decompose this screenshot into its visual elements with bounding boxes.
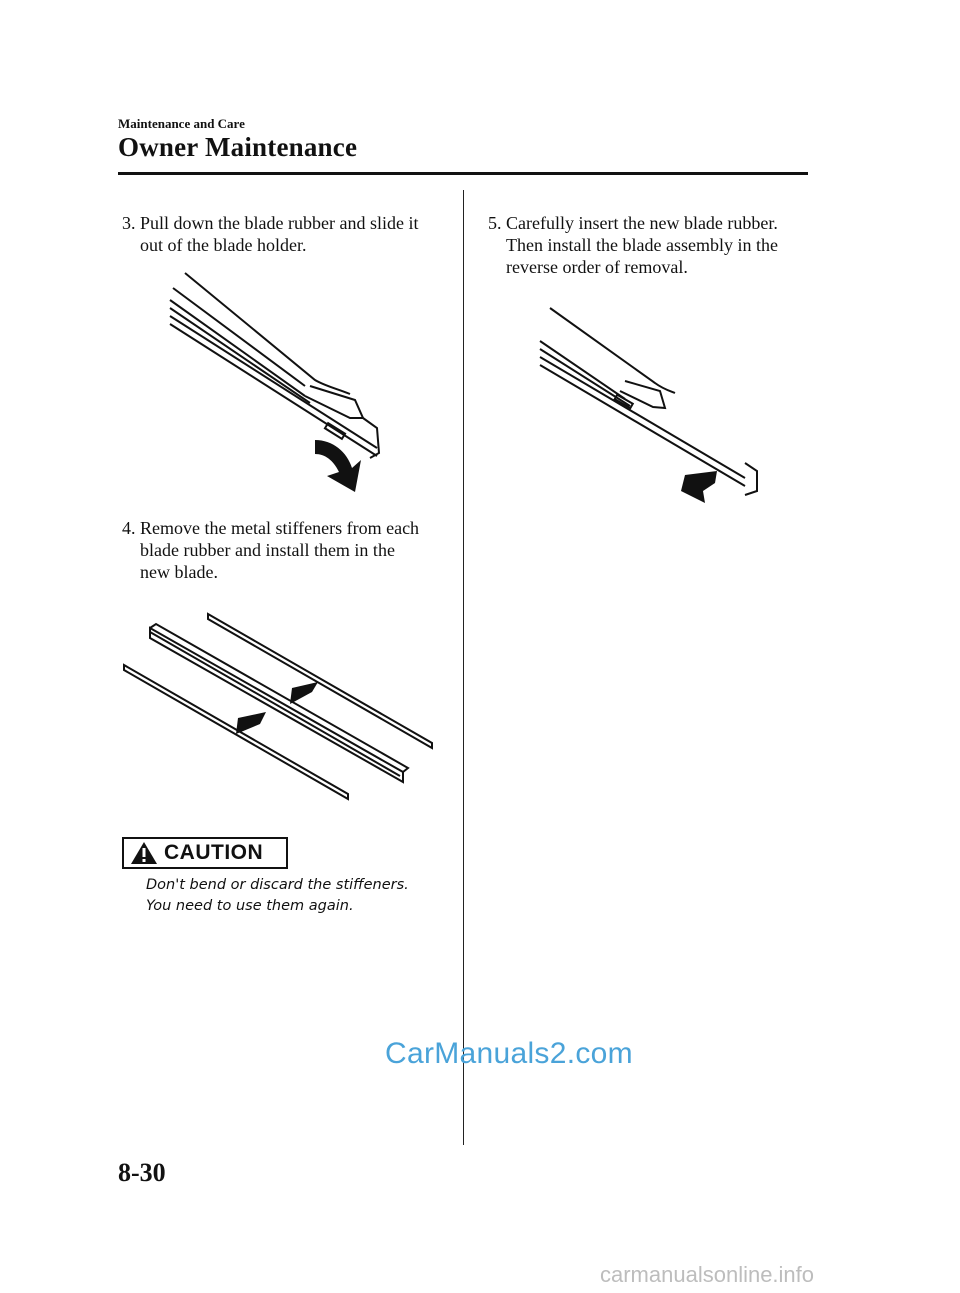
caution-text: Don't bend or discard the stiffeners. You need to use them again.: [146, 877, 409, 914]
warning-icon: [130, 841, 158, 865]
page-number: 8-30: [118, 1158, 166, 1187]
arrow-left-icon: [236, 712, 266, 734]
step-text: Carefully insert the new blade rubber. Then install the blade assembly in the reverse order of removal.: [506, 213, 778, 277]
step-text: Pull down the blade rubber and slide it out of the blade holder.: [140, 213, 419, 255]
blade-install-illustration: [535, 303, 765, 508]
step-4: [122, 517, 442, 583]
watermark: CarManuals2.com: [385, 1037, 633, 1070]
footer-site-text: carmanualsonline.info: [600, 1262, 815, 1287]
arrow-right-icon: [681, 471, 717, 503]
stiffeners-illustration: [120, 610, 440, 805]
step-text: Remove the metal stiffeners from each blade rubber and install them in the new blade.: [140, 518, 420, 582]
page-title: Owner Maintenance: [118, 132, 358, 162]
caution-banner: [122, 837, 288, 869]
section-label: Maintenance and Care: [118, 116, 245, 131]
step-number: 5.: [488, 213, 502, 233]
column-divider: [463, 190, 464, 1145]
step-number: 4.: [122, 518, 136, 538]
step-number: 3.: [122, 213, 136, 233]
step-3: [122, 212, 442, 256]
arrow-down-icon: [315, 440, 361, 492]
title-divider: [118, 172, 808, 175]
caution-label: CAUTION: [164, 841, 264, 864]
step-5: [488, 212, 808, 278]
arrow-left-icon: [290, 682, 318, 704]
blade-removal-illustration: [165, 268, 395, 498]
